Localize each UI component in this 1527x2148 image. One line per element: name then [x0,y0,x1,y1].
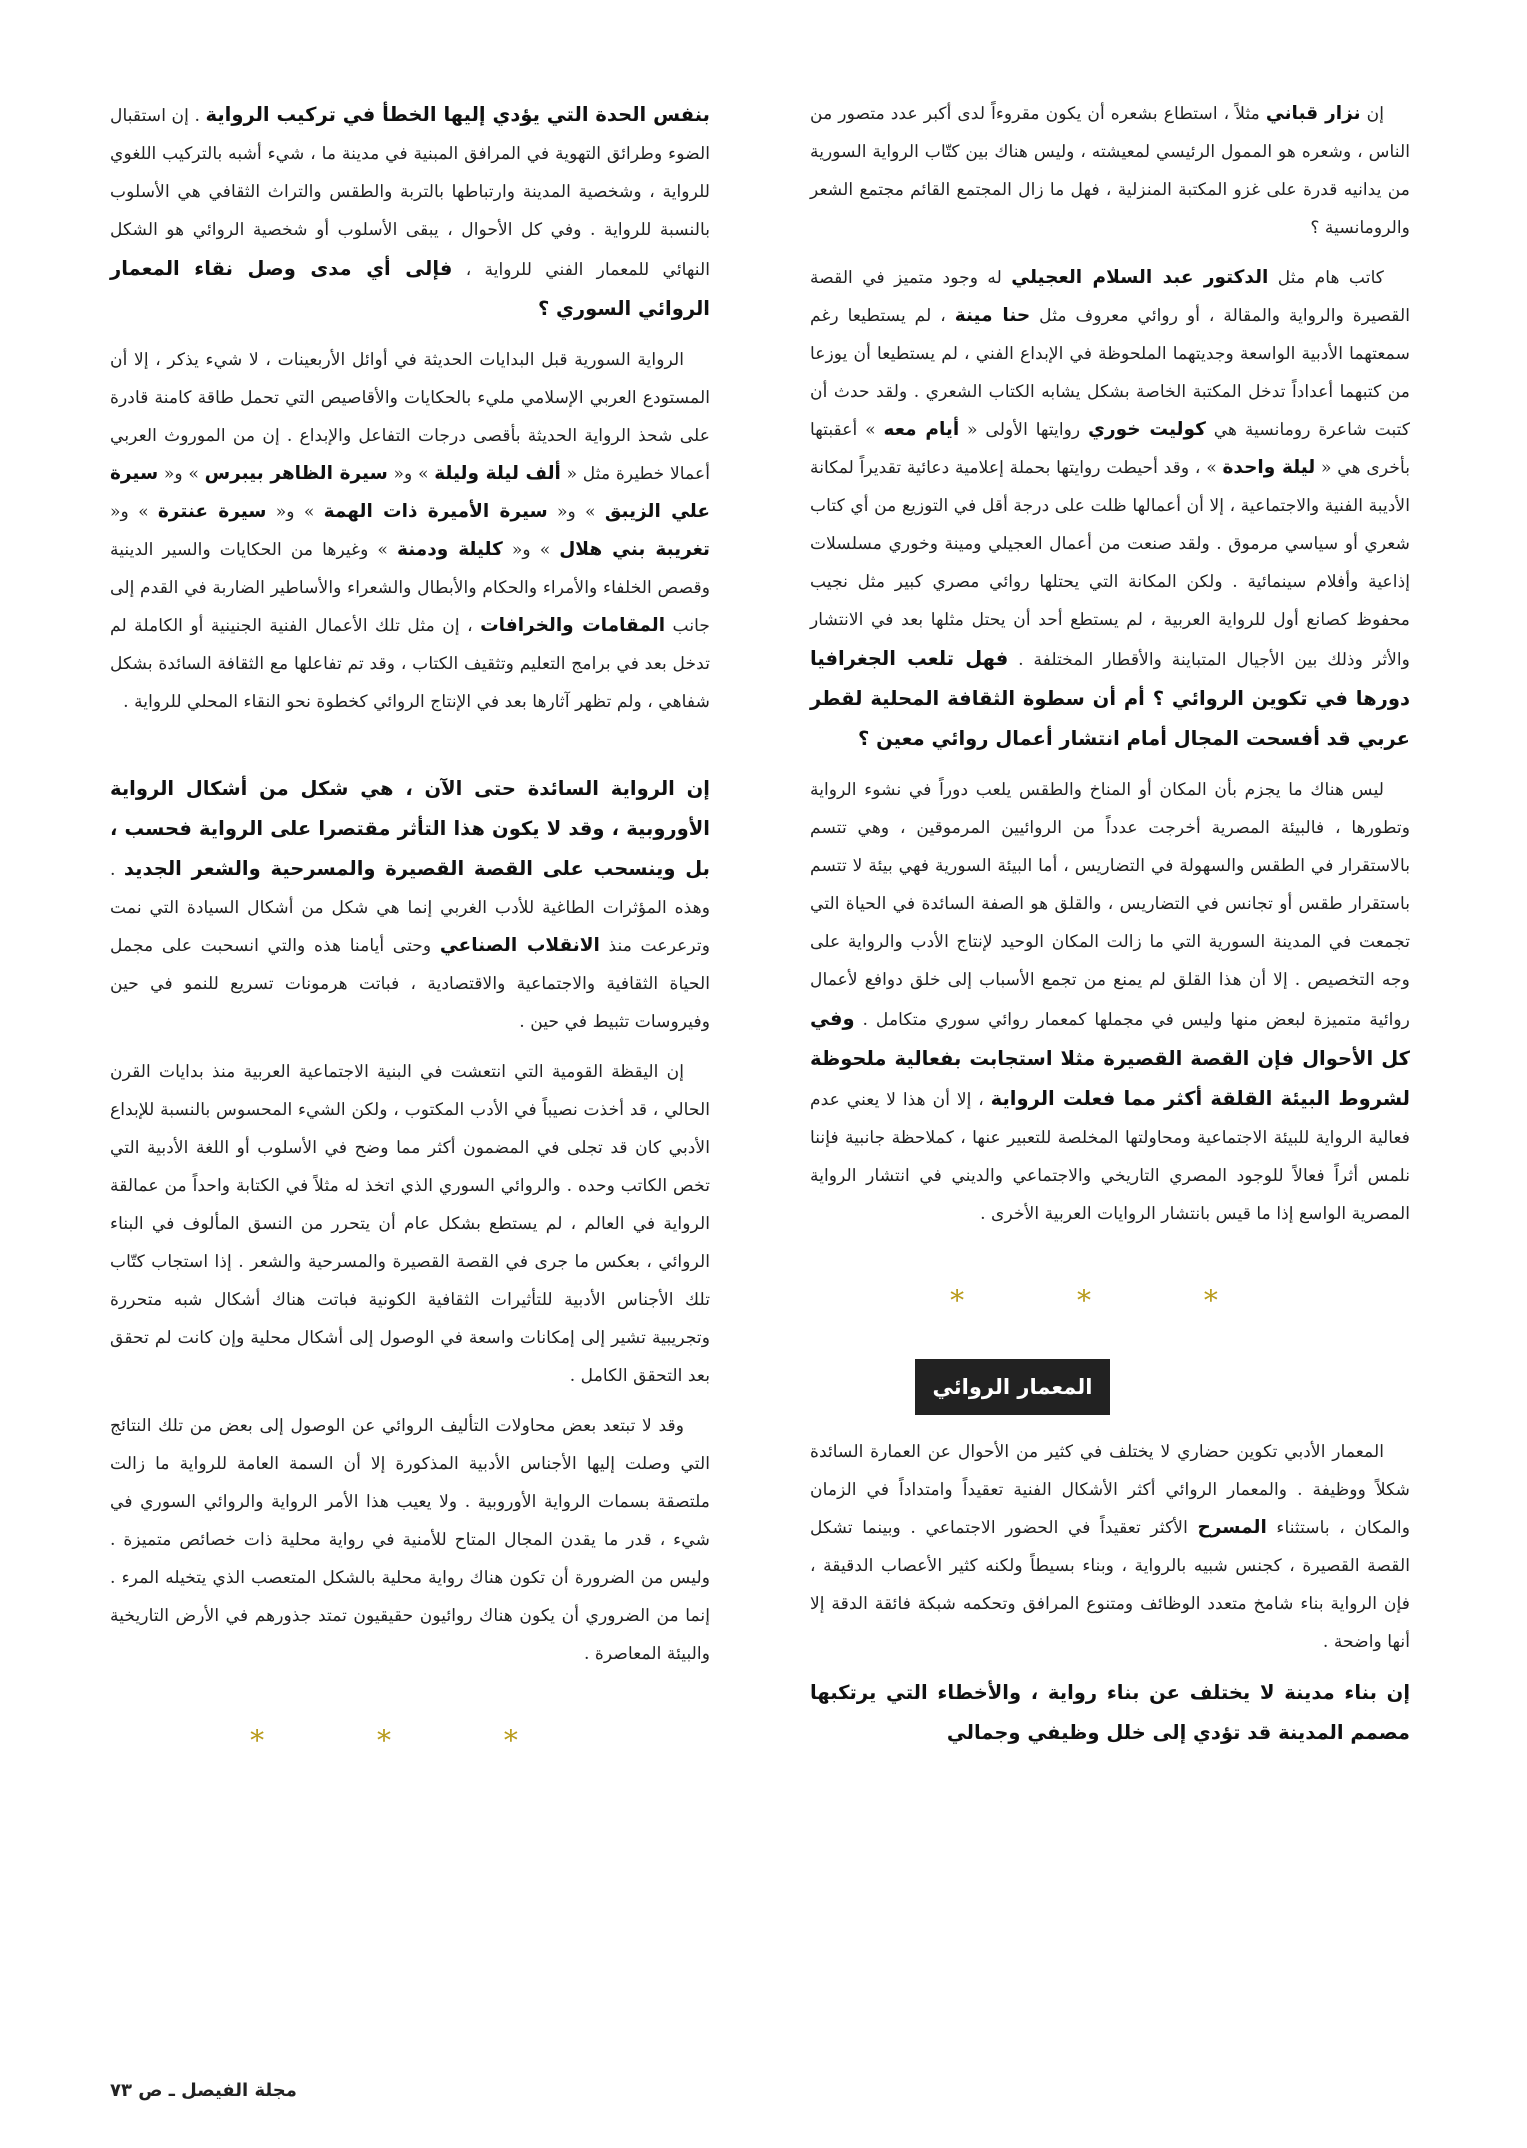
bold-statement: إن الرواية السائدة حتى الآن ، هي شكل من أشكال الرواية الأوروبية ، وقد لا يكون هذا التأثر مقتصرا على الرواية فحسب ، بل وينسحب على القصة القصيرة والمسرحية والشعر الجديد [110,777,710,880]
paragraph [810,1673,1410,1753]
text: مثلاً ، استطاع بشعره أن يكون مقروءاً لدى أكبر عدد متصور من الناس ، وشعره هو الممول الرئيسي لمعيشته ، وليس هناك بين كتّاب الرواية السورية من يدانيه قدرة على غزو المكتبة المنزلية ، فهل ما زال المجتمع القائم مجتمع الشعر والرومانسية ؟ [810,104,1410,238]
book-title: سيرة عنترة [157,501,267,522]
page-footer: مجلة الفيصل ـ ص ٧٣ [110,2080,297,2101]
bold-statement: وفي كل الأحوال فإن القصة القصيرة مثلا استجابت بفعالية ملحوظة لشروط البيئة القلقة أكثر مما فعلت الرواية [810,1007,1411,1110]
text: » ، وقد أحيطت روايتها بحملة إعلامية دعائية تقديراً لمكانة الأديبة الفنية والاجتماعية ، إلا أن أعمالها ظلت على درجة أقل في التوزيع من أي كتاب شعري أو سياسي مرموق . ولقد صنعت من أعمال العجيلي ومينة وخوري مسلسلات إذاعية وأفلام سينمائية . ولكن المكانة التي يحتلها روائي مصري كبير مثل نجيب محفوظ كصانع أول للرواية العربية ، لم يستطع أحد أن يحتل مثلها بعد في الانتشار والأثر وذلك بين الأجيال المتباينة والأقطار المختلفة . [810,458,1410,670]
section-heading: المعمار الروائي [915,1359,1110,1415]
text: إن اليقظة القومية التي انتعشت في البنية الاجتماعية العربية منذ بدايات القرن الحالي ، قد أخذت نصيباً في الأدب المكتوب ، ولكن الشيء المحسوس بالنسبة للإبداع الأدبي كان قد تجلى في المضمون أكثر مما وضح في الأسلوب أو اللغة الأدبية التي تخص الكاتب وحده . والروائي السوري الذي اتخذ له مثلاً في الكتابة واحداً من عمالقة الرواية في العالم ، لم يستطع بشكل عام أن يتحرر من النسق المألوف في البناء الروائي ، بعكس ما جرى في القصة القصيرة والمسرحية والشعر . إذا استجاب كتّاب تلك الأجناس الأدبية للتأثيرات الثقافية الكونية فباتت هناك أشكال شبه متحررة وتجريبية تشير إلى إمكانات واسعة في الوصول إلى أشكال محلية وإن كانت لم تحقق بعد التحقق الكامل . [110,1062,710,1386]
text: وحتى أيامنا هذه والتي انسحبت على مجمل الحياة الثقافية والاجتماعية والاقتصادية ، فباتت هرمونات تسريع للنمو في حين وفيروسات تثبيط في حين . [110,936,710,1032]
spacer [110,1673,710,1721]
paragraph [810,259,1410,759]
bold-statement: بنفس الحدة التي يؤدي إليها الخطأ في تركيب الرواية [205,103,710,126]
text: » و« [110,502,158,522]
paragraph [810,95,1410,247]
text: ، إلا أن هذا لا يعني عدم فعالية الرواية للبيئة الاجتماعية ومحاولتها المخلصة للتعبير عنها ، كملاحظة جانبية فإننا نلمس أثراً فعالاً للوجود المصري التاريخي والاجتماعي والديني في انتشار الرواية المصرية الواسع إذا ما قيس بانتشار الروايات العربية الأخرى . [810,1090,1410,1224]
term: المسرح [1197,1517,1267,1538]
text: كاتب هام مثل [1268,268,1384,288]
text: » و« [158,464,205,484]
left-column [110,95,710,1761]
text: » أعقبتها بأخرى هي « [810,420,1410,478]
paragraph [110,769,710,1041]
right-column [810,95,1410,1753]
author-name: الدكتور عبد السلام العجيلي [1011,267,1269,288]
text: ، لم يستطيعا رغم سمعتهما الأدبية الواسعة وجديتهما الملحوظة في الإبداع الفني ، لم يستطيعا أن يوزعا من كتبهما أعداداً تدخل المكتبة الخاصة بشكل يشابه الكتاب الشعري . ولقد حدث أن كتبت شاعرة رومانسية هي [810,306,1410,440]
text: » و« [266,502,324,522]
book-title: كليلة ودمنة [396,539,503,560]
text: الأكثر تعقيداً في الحضور الاجتماعي . وبينما تشكل القصة القصيرة ، كجنس شبيه بالرواية ، وبناء بسيطاً ولكنه كثير الأعصاب الدقيقة ، فإن الرواية بناء شامخ متعدد الوظائف ومتنوع المرافق وتحكمه شبكة فائقة الدقة إلا أنها واضحة . [810,1518,1410,1652]
text: الرواية السورية قبل البدايات الحديثة في أوائل الأربعينات ، لا شيء يذكر ، إلا أن المستودع العربي الإسلامي مليء بالحكايات والأقاصيص التي تحمل طاقة كامنة قادرة على شحذ الرواية الحديثة بأقصى درجات التفاعل والإبداع . إن من الموروث العربي أعمالا خطيرة مثل « [110,350,710,484]
section-divider-stars: * * * [250,1724,570,1757]
spacer [110,721,710,769]
paragraph [110,341,710,721]
book-title: سيرة الظاهر بيبرس [204,463,388,484]
paragraph [110,95,710,329]
paragraph [810,771,1410,1233]
book-title: سيرة علي الزيبق [110,463,710,522]
spacer [810,1233,1410,1281]
text: . إن استقبال الضوء وطرائق التهوية في المرافق المبنية في مدينة ما ، شيء أشبه بالتركيب اللغوي للرواية ، وشخصية المدينة وارتباطها بالتربة والطقس والتراث الثقافي هي الأسلوب بالنسبة للرواية . وفي كل الأحوال ، يبقى الأسلوب أو شخصية الروائي هو الشكل النهائي للمعمار الفني للرواية ، [110,106,710,280]
author-name: نزار قباني [1265,103,1361,124]
paragraph [110,1053,710,1395]
term: الانقلاب الصناعي [439,935,600,956]
author-name: كوليت خوري [1088,419,1206,440]
book-title: ألف ليلة وليلة [434,463,561,484]
text: » و« [502,540,560,560]
bold-question: فإلى أي مدى وصل نقاء المعمار الروائي السوري ؟ [110,257,710,320]
paragraph [810,1433,1410,1661]
text: » و« [547,502,605,522]
section-divider-stars: * * * [950,1284,1270,1317]
text: ليس هناك ما يجزم بأن المكان أو المناخ والطقس يلعب دوراً في نشوء الرواية وتطورها ، فالبيئة المصرية أخرجت عدداً من الروائيين المرموقين ، وهي تتسم بالاستقرار في الطقس والسهولة في التضاريس ، أما البيئة السورية فهي بيئة لا تتسم باستقرار طقس أو تجانس في التضاريس ، والقلق هو الصفة السائدة في الحياة التي تجمعت في المدينة السورية التي ما زالت المكان الوحيد لإنتاج الأدب والرواية على وجه التخصيص . إلا أن هذا القلق لم يمنع من تجمع الأسباب إلى خلق دوافع لأعمال روائية متميزة لبعض منها وليس في مجملها كمعمار روائي سوري متكامل . [810,780,1410,1030]
text: ، إن مثل تلك الأعمال الفنية الجنينية أو الكاملة لم تدخل بعد في برامج التعليم وتثقيف الكتاب ، وقد تم تفاعلها مع الثقافة السائدة بشكل شفاهي ، ولم تظهر آثارها بعد في الإنتاج الروائي كخطوة نحو النقاء المحلي للرواية . [110,616,710,712]
book-title: تغريبة بني هلال [559,539,710,560]
text: » و« [387,464,435,484]
author-name: حنا مينة [954,305,1031,326]
paragraph [110,1407,710,1673]
text: روايتها الأولى « [959,420,1089,440]
text: المعمار الأدبي تكوين حضاري لا يختلف في كثير من الأحوال عن العمارة السائدة شكلاً ووظيفة . والمعمار الروائي أكثر الأشكال الفنية تعقيداً وامتداداً في الزمان والمكان ، باستثناء [810,1442,1411,1538]
book-title: سيرة الأميرة ذات الهمة [323,501,548,522]
text: له وجود متميز في القصة القصيرة والرواية والمقالة ، أو روائي معروف مثل [810,268,1411,326]
text: » وغيرها من الحكايات والسير الدينية وقصص الخلفاء والأمراء والحكام والأبطال والشعراء والأساطير الضاربة في القدم إلى جانب [110,540,710,636]
bold-statement: إن بناء مدينة لا يختلف عن بناء رواية ، والأخطاء التي يرتكبها مصمم المدينة قد تؤدي إلى خلل وظيفي وجمالي [810,1681,1410,1744]
text: . وهذه المؤثرات الطاغية للأدب الغربي إنما هي شكل من أشكال السيادة التي نمت وترعرعت منذ [110,860,710,956]
bold-question: فهل تلعب الجغرافيا دورها في تكوين الروائي ؟ أم أن سطوة الثقافة المحلية لقطر عربي قد أفسحت المجال أمام انتشار أعمال روائي معين ؟ [810,647,1410,750]
book-title: أيام معه [883,419,960,440]
text: إن [1360,104,1384,124]
book-title: المقامات والخرافات [480,615,666,636]
text: وقد لا تبتعد بعض محاولات التأليف الروائي عن الوصول إلى بعض من تلك النتائج التي وصلت إليها الأجناس الأدبية المذكورة إلا أن السمة العامة للرواية ما زالت ملتصقة بسمات الرواية الأوروبية . ولا يعيب هذا الأمر الرواية والروائي السوري في شيء ، قدر ما يقدن المجال المتاح للأمنية في رواية محلية ذات خصائص متميزة . وليس من الضرورة أن تكون هناك رواية محلية بالشكل المتعصب الذي يتخيله المرء . إنما من الضروري أن يكون هناك روائيون حقيقيون تمتد جذورهم في الأرض التاريخية والبيئة المعاصرة . [110,1416,710,1664]
book-title: ليلة واحدة [1222,457,1316,478]
